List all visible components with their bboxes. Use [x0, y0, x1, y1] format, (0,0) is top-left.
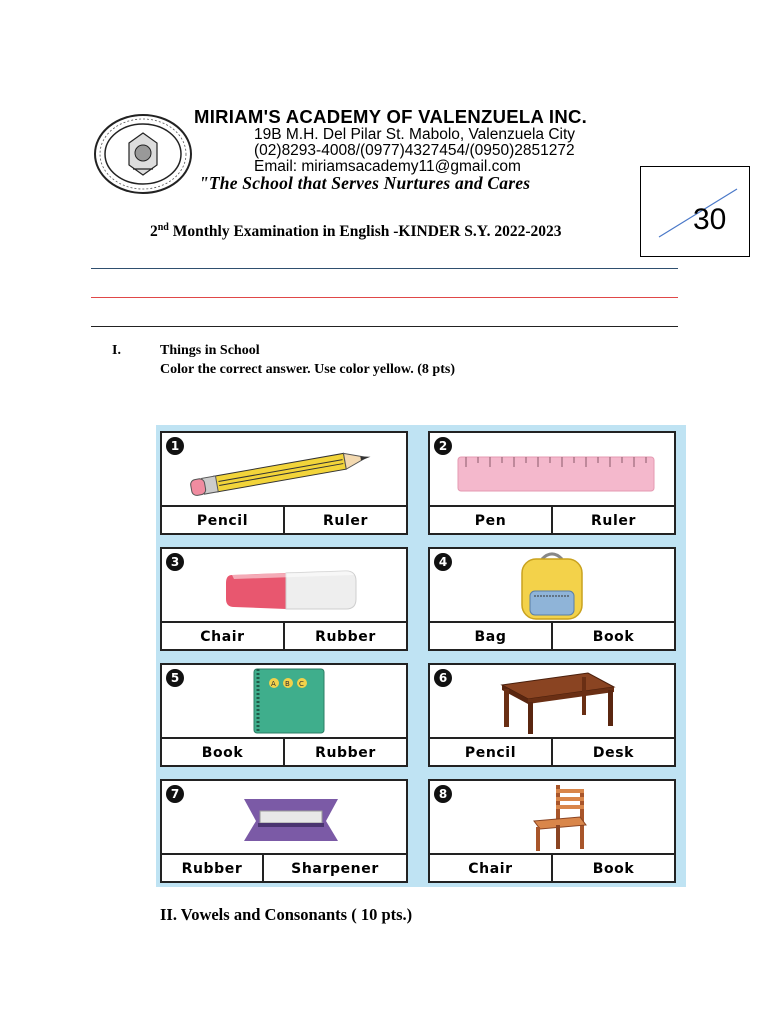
things-in-school-worksheet	[156, 425, 686, 887]
svg-text:A: A	[271, 680, 276, 688]
answer-option[interactable]: Book	[551, 855, 674, 883]
answer-option[interactable]: Rubber	[283, 739, 406, 767]
answer-option[interactable]: Sharpener	[262, 855, 406, 883]
question-card-3	[160, 547, 408, 651]
question-card-1	[160, 431, 408, 535]
answer-option[interactable]: Chair	[200, 629, 245, 645]
sharpener-icon	[162, 781, 406, 853]
bag-icon	[430, 549, 674, 621]
desk-icon	[430, 665, 674, 737]
item-number: 8	[434, 785, 452, 803]
answer-option[interactable]: Ruler	[551, 507, 674, 535]
eraser-icon	[162, 549, 406, 621]
score-box	[640, 166, 750, 257]
answer-options	[162, 853, 406, 883]
answer-option[interactable]: Ruler	[283, 507, 406, 535]
exam-ordinal-suffix: nd	[157, 222, 169, 233]
section-1-instruction: Color the correct answer. Use color yellow. (8 pts)	[160, 362, 455, 377]
answer-option[interactable]: Pencil	[196, 513, 249, 529]
answer-option[interactable]: Book	[551, 623, 674, 651]
answer-option[interactable]: Rubber	[283, 623, 406, 651]
school-name: MIRIAM'S ACADEMY OF VALENZUELA INC.	[194, 106, 588, 127]
section-1-title: Things in School	[160, 343, 260, 358]
section-1-number: I.	[112, 343, 121, 358]
chair-icon	[430, 781, 674, 853]
answer-options	[430, 505, 674, 535]
answer-options	[430, 621, 674, 651]
answer-options	[162, 505, 406, 535]
school-logo-icon	[93, 113, 193, 195]
answer-options	[162, 737, 406, 767]
item-number: 4	[434, 553, 452, 571]
question-card-2	[428, 431, 676, 535]
exam-title-text: Monthly Examination in English -KINDER S.Y. 2022-2023	[168, 223, 562, 241]
answer-option[interactable]: Bag	[474, 629, 507, 645]
answer-option[interactable]: Rubber	[181, 861, 243, 877]
score-total: 30	[693, 203, 727, 236]
section-line	[91, 326, 678, 327]
question-card-4	[428, 547, 676, 651]
question-card-7	[160, 779, 408, 883]
item-number: 1	[166, 437, 184, 455]
pencil-icon	[162, 433, 406, 505]
question-card-8	[428, 779, 676, 883]
question-card-6	[428, 663, 676, 767]
answer-options	[430, 737, 674, 767]
answer-options	[162, 621, 406, 651]
svg-text:B: B	[285, 680, 290, 688]
item-number: 3	[166, 553, 184, 571]
item-number: 6	[434, 669, 452, 687]
item-number: 7	[166, 785, 184, 803]
answer-option[interactable]: Pen	[474, 513, 507, 529]
book-icon	[162, 665, 406, 737]
answer-option[interactable]: Pencil	[464, 745, 517, 761]
item-number: 2	[434, 437, 452, 455]
school-phones: (02)8293-4008/(0977)4327454/(0950)2851272	[254, 142, 575, 159]
school-address: 19B M.H. Del Pilar St. Mabolo, Valenzuela City	[254, 126, 576, 143]
svg-text:C: C	[299, 680, 304, 688]
answer-option[interactable]: Desk	[551, 739, 674, 767]
item-number: 5	[166, 669, 184, 687]
exam-ordinal-number: 2	[150, 223, 158, 241]
ruler-icon	[430, 433, 674, 505]
question-card-5	[160, 663, 408, 767]
name-line	[91, 268, 678, 269]
answer-option[interactable]: Chair	[468, 861, 513, 877]
section-2-title: II. Vowels and Consonants ( 10 pts.)	[160, 905, 413, 924]
school-email: Email: miriamsacademy11@gmail.com	[254, 158, 521, 175]
answer-options	[430, 853, 674, 883]
exam-title	[150, 222, 561, 241]
red-line	[91, 297, 678, 298]
answer-option[interactable]: Book	[201, 745, 244, 761]
school-motto: "The School that Serves Nurtures and Cares	[199, 173, 531, 193]
